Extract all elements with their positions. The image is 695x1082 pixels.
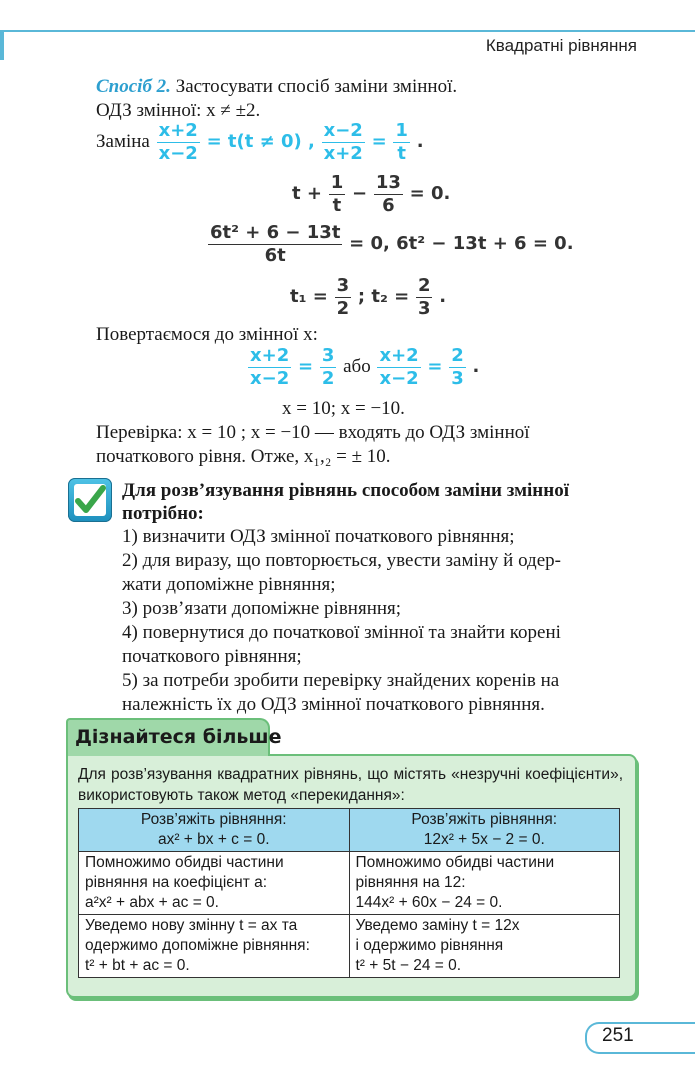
return-equations: $\frac{x+2}{x-2}$ = $\frac{3}{2}$ або $\frac{x+2}{x-2}$ = $\frac{2}{3}$ . [250,345,480,389]
sub-fraction-2: $\frac{x-2}{x+2}$ [323,120,363,164]
sub-fraction-1: $\frac{x+2}{x-2}$ [158,120,198,164]
table-cell: Розв’яжіть рівняння: ax² + bx + c = 0. [79,809,350,852]
check-line-2: початкового рівня. Отже, x₁,₂ = ± 10. [96,446,391,467]
page-number: 251 [602,1025,634,1046]
rule-item: жати допоміжне рівняння; [122,574,336,595]
rule-item: 5) за потреби зробити перевірку знайдених коренів на [122,670,560,691]
substitution-line: Заміна $\frac{x+2}{x-2}$ = t(t ≠ 0) , $\frac{x-2}{x+2}$ = $\frac{1}{t}$ . [96,120,424,164]
table-cell: Уведемо заміну t = 12x і одержимо рівняння t² + 5t − 24 = 0. [349,915,620,978]
return-line: Повертаємося до змінної x: [96,324,318,345]
sub-fraction-3: $\frac{1}{t}$ [395,120,408,164]
running-header: Квадратні рівняння [485,36,637,55]
rule-title-1: Для розв’язування рівнянь способом заміни змінної [122,480,569,501]
method-label: Спосіб 2. [96,76,171,97]
substitution-label: Заміна [96,130,150,152]
table-row [79,915,620,978]
rule-item: 3) розв’язати допоміжне рівняння; [122,598,402,619]
method-text: Застосувати спосіб заміни змінної. [175,76,458,97]
rule-item: початкового рівняння; [122,646,302,667]
equation-1: t + $\frac{1}{t}$ − $\frac{13}{6}$ = 0. [292,172,451,216]
eq2-fraction: $\frac{\text{6t² + 6 − 13t}}{6t}$ [210,222,341,266]
table-cell: Помножимо обидві частини рівняння на 12: 144x² + 60x − 24 = 0. [349,852,620,915]
learn-more-title: Дізнайтеся більше [75,726,282,748]
learn-more-intro: Для розв’язування квадратних рівнянь, що містять «незручні коефіцієнти», використовують також метод «перекидання»: [78,766,623,804]
eq1-fraction-2: $\frac{13}{6}$ [375,172,401,216]
table-cell: Уведемо нову змінну t = ax та одержимо допоміжне рівняння: t² + bt + ac = 0. [79,915,350,978]
rule-title-2: потрібно: [122,503,204,524]
rule-item: 2) для виразу, що повторюється, увести заміну й одер- [122,550,561,571]
sub-eq-1: = t(t ≠ 0) , [206,130,315,152]
rule-item: належність їх до ОДЗ змінної початкового рівняння. [122,694,545,715]
table-cell: Розв’яжіть рівняння: 12x² + 5x − 2 = 0. [349,809,620,852]
header-accent [0,30,4,60]
method-table [78,808,620,978]
eq1-fraction-1: $\frac{1}{t}$ [330,172,344,216]
equation-2: $\frac{\text{6t² + 6 − 13t}}{6t}$ = 0, 6t² − 13t + 6 = 0. [210,222,574,266]
table-cell: Помножимо обидві частини рівняння на коефіцієнт a: a²x² + abx + ac = 0. [79,852,350,915]
roots-line: t₁ = $\frac{3}{2}$ ; t₂ = $\frac{2}{3}$ . [290,275,447,319]
checkmark-icon [68,478,112,522]
table-row [79,852,620,915]
rule-item: 4) повернутися до початкової змінної та знайти корені [122,622,561,643]
method-line [96,74,457,100]
table-row [79,809,620,852]
rule-item: 1) визначити ОДЗ змінної початкового рівняння; [122,526,515,547]
check-line-1: Перевірка: x = 10 ; x = −10 — входять до ОДЗ змінної [96,422,530,443]
header-rule [0,30,695,32]
odz-line: ОДЗ змінної: x ≠ ±2. [96,100,261,121]
sub-eq-2: = [371,130,387,152]
solutions-line: x = 10; x = −10. [282,398,405,419]
